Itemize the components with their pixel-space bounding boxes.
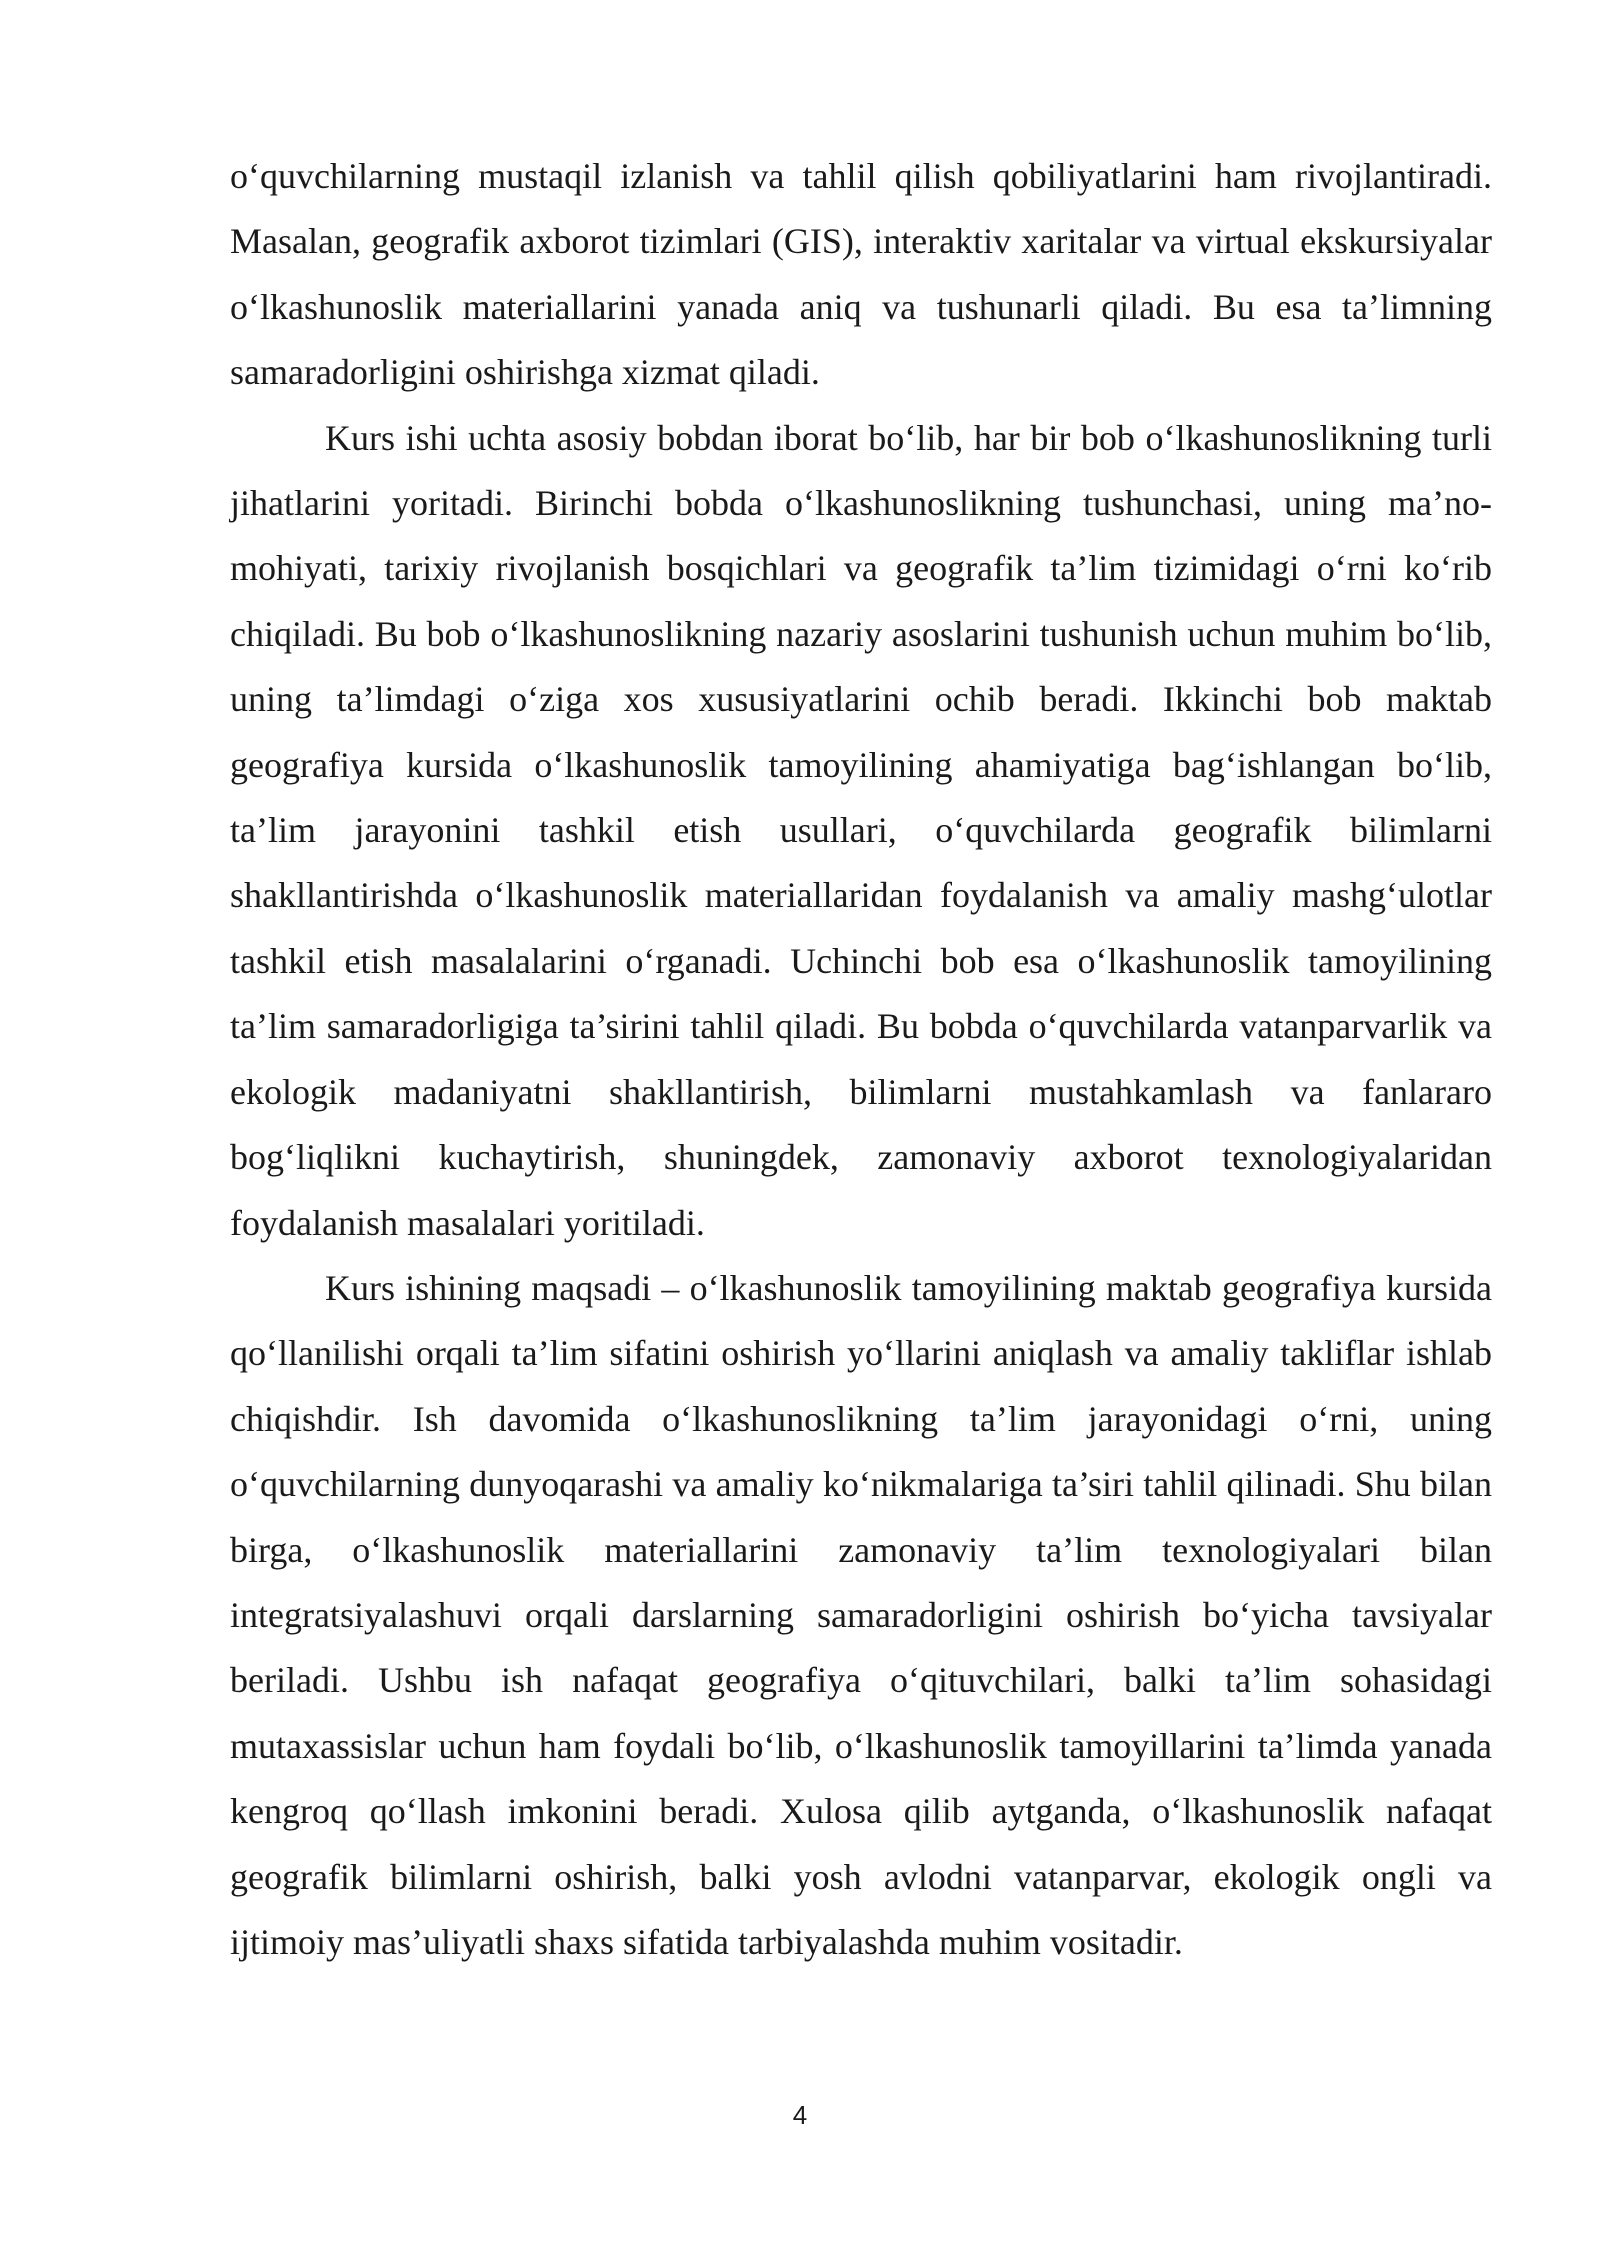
body-text <box>230 144 1492 1975</box>
paragraph-continuation: o‘quvchilarning mustaqil izlanish va tahlil qilish qobiliyatlarini ham rivojlantiradi. Masalan, geografik axborot tizimlari (GIS), interaktiv xaritalar va virtual ekskursiyalar o‘lkashunoslik materiallarini yanada aniq va tushunarli qiladi. Bu esa ta’limning samaradorligini oshirishga xizmat qiladi. <box>230 156 1492 393</box>
page-number: 4 <box>792 2100 808 2130</box>
paragraph-course-goal: Kurs ishining maqsadi – o‘lkashunoslik tamoyilining maktab geografiya kursida qo‘llanilishi orqali ta’lim sifatini oshirish yo‘llarini aniqlash va amaliy takliflar ishlab chiqishdir. Ish davomida o‘lkashunoslikning ta’lim jarayonidagi o‘rni, uning o‘quvchilarning dunyoqarashi va amaliy ko‘nikmalariga ta’siri tahlil qilinadi. Shu bilan birga, o‘lkashunoslik materiallarini zamonaviy ta’lim texnologiyalari bilan integratsiyalashuvi orqali darslarning samaradorligini oshirish bo‘yicha tavsiyalar beriladi. Ushbu ish nafaqat geografiya o‘qituvchilari, balki ta’lim sohasidagi mutaxassislar uchun ham foydali bo‘lib, o‘lkashunoslik tamoyillarini ta’limda yanada kengroq qo‘llash imkonini beradi. Xulosa qilib aytganda, o‘lkashunoslik nafaqat geografik bilimlarni oshirish, balki yosh avlodni vatanparvar, ekologik ongli va ijtimoiy mas’uliyatli shaxs sifatida tarbiyalashda muhim vositadir. <box>230 1267 1492 1962</box>
paragraph-chapters-overview: Kurs ishi uchta asosiy bobdan iborat bo‘lib, har bir bob o‘lkashunoslikning turli jihatlarini yoritadi. Birinchi bobda o‘lkashunoslikning tushunchasi, uning ma’no-mohiyati, tarixiy rivojlanish bosqichlari va geografik ta’lim tizimidagi o‘rni ko‘rib chiqiladi. Bu bob o‘lkashunoslikning nazariy asoslarini tushunish uchun muhim bo‘lib, uning ta’limdagi o‘ziga xos xususiyatlarini ochib beradi. Ikkinchi bob maktab geografiya kursida o‘lkashunoslik tamoyilining ahamiyatiga bag‘ishlangan bo‘lib, ta’lim jarayonini tashkil etish usullari, o‘quvchilarda geografik bilimlarni shakllantirishda o‘lkashunoslik materiallaridan foydalanish va amaliy mashg‘ulotlar tashkil etish masalalarini o‘rganadi. Uchinchi bob esa o‘lkashunoslik tamoyilining ta’lim samaradorligiga ta’sirini tahlil qiladi. Bu bobda o‘quvchilarda vatanparvarlik va ekologik madaniyatni shakllantirish, bilimlarni mustahkamlash va fanlararo bog‘liqlikni kuchaytirish, shuningdek, zamonaviy axborot texnologiyalaridan foydalanish masalalari yoritiladi. <box>230 417 1492 1243</box>
